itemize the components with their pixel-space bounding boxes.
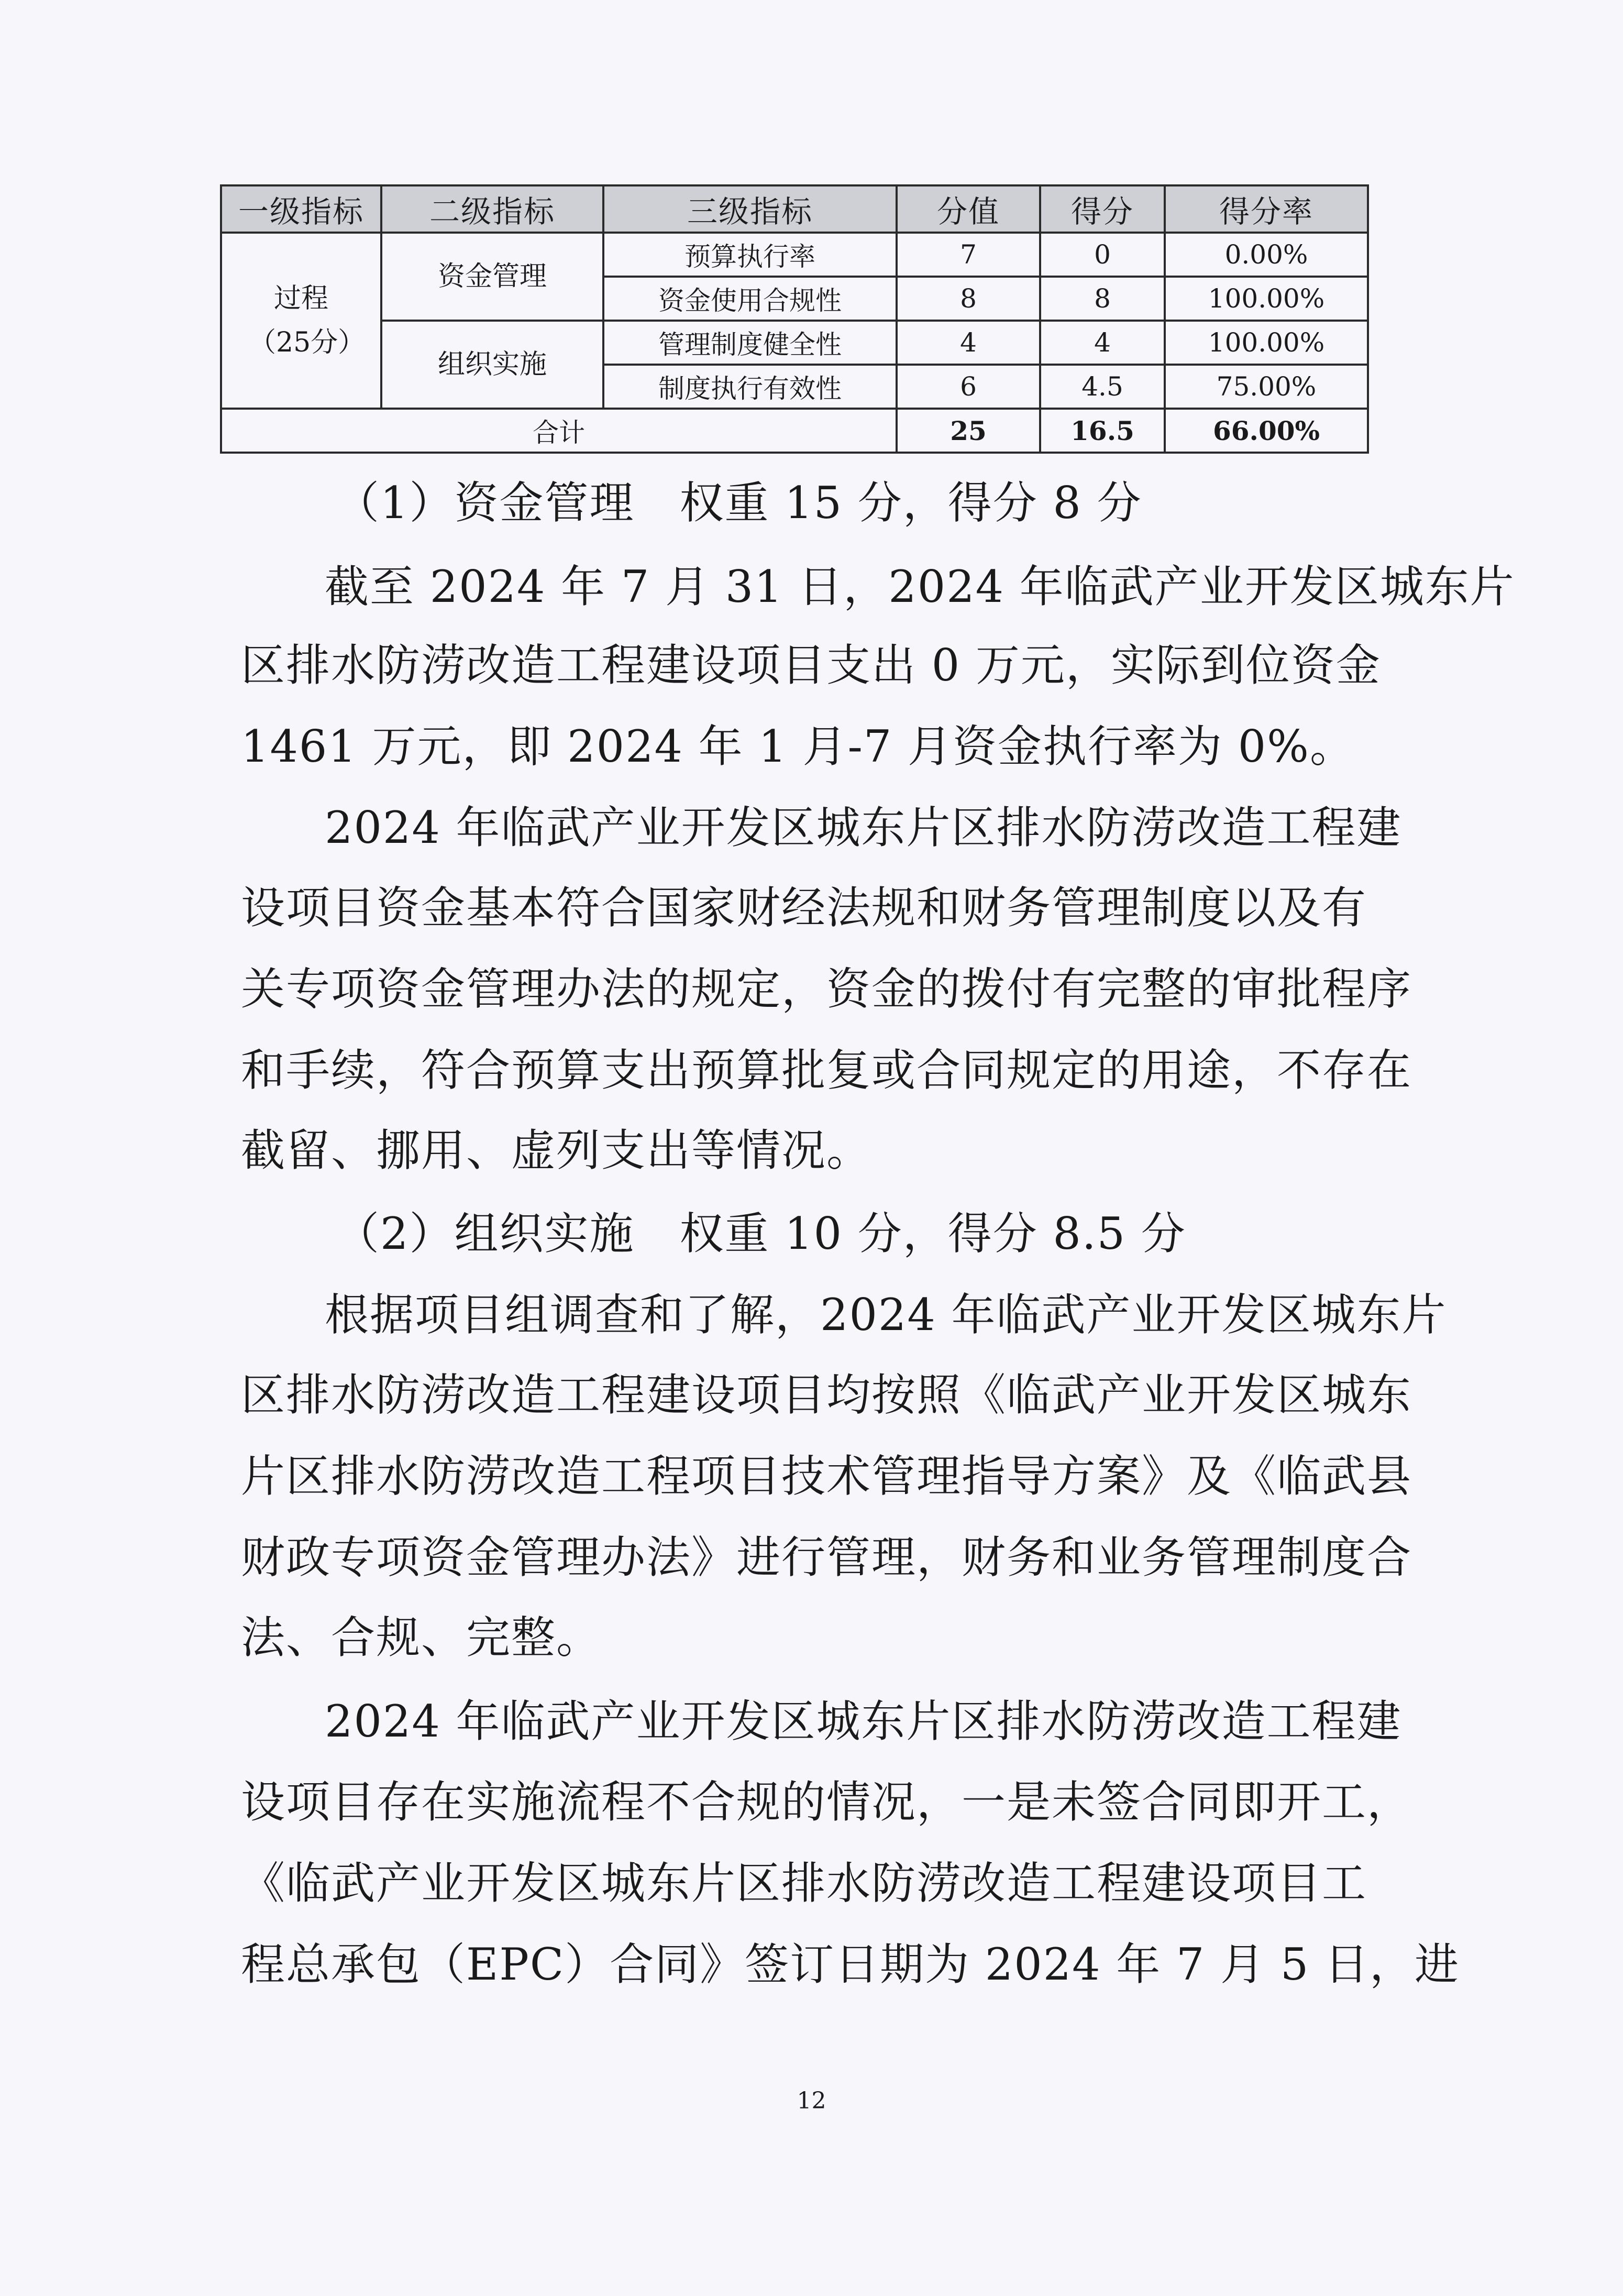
- paragraph-line: 区排水防涝改造工程建设项目均按照《临武产业开发区城东: [241, 1369, 1412, 1421]
- score-value-cell: 6: [897, 365, 1040, 409]
- paragraph-line: 2024 年临武产业开发区城东片区排水防涝改造工程建: [325, 802, 1402, 853]
- table-row: [221, 233, 1368, 277]
- score-cell: 0: [1040, 233, 1165, 277]
- level3-cell: 资金使用合规性: [603, 277, 897, 321]
- paragraph-line: 片区排水防涝改造工程项目技术管理指导方案》及《临武县: [241, 1451, 1412, 1502]
- paragraph-line: 根据项目组调查和了解，2024 年临武产业开发区城东片: [325, 1289, 1447, 1341]
- score-table: [220, 184, 1369, 454]
- section-heading-org-implementation: （2）组织实施 权重 10 分，得分 8.5 分: [335, 1208, 1186, 1259]
- rate-cell: 100.00%: [1165, 277, 1368, 321]
- level2-cell: 组织实施: [381, 321, 603, 409]
- header-level3: 三级指标: [603, 185, 897, 233]
- rate-cell: 100.00%: [1165, 321, 1368, 365]
- score-cell: 4: [1040, 321, 1165, 365]
- rate-cell: 75.00%: [1165, 365, 1368, 409]
- total-label-cell: 合计: [221, 409, 897, 453]
- paragraph-line: 设项目资金基本符合国家财经法规和财务管理制度以及有: [241, 882, 1367, 933]
- header-score: 得分: [1040, 185, 1165, 233]
- section-heading-fund-management: （1）资金管理 权重 15 分，得分 8 分: [335, 477, 1142, 529]
- paragraph-line: 设项目存在实施流程不合规的情况，一是未签合同即开工，: [241, 1776, 1412, 1828]
- level1-label: 过程（25分）: [249, 283, 366, 358]
- header-level2: 二级指标: [381, 185, 603, 233]
- score-value-cell: 7: [897, 233, 1040, 277]
- paragraph-line: 1461 万元，即 2024 年 1 月-7 月资金执行率为 0%。: [241, 721, 1355, 772]
- header-score-value: 分值: [897, 185, 1040, 233]
- paragraph-line: 程总承包（EPC）合同》签订日期为 2024 年 7 月 5 日，进: [241, 1939, 1460, 1990]
- page-number: 12: [797, 2088, 826, 2114]
- table-row: [221, 321, 1368, 365]
- paragraph-line: 《临武产业开发区城东片区排水防涝改造工程建设项目工: [241, 1858, 1367, 1909]
- header-level1: 一级指标: [221, 185, 381, 233]
- total-rate-cell: 66.00%: [1165, 409, 1368, 453]
- level3-cell: 预算执行率: [603, 233, 897, 277]
- paragraph-line: 2024 年临武产业开发区城东片区排水防涝改造工程建: [325, 1696, 1402, 1747]
- score-value-cell: 8: [897, 277, 1040, 321]
- table-header-row: [221, 185, 1368, 233]
- level3-cell: 管理制度健全性: [603, 321, 897, 365]
- rate-cell: 0.00%: [1165, 233, 1368, 277]
- level2-cell: 资金管理: [381, 233, 603, 321]
- level3-cell: 制度执行有效性: [603, 365, 897, 409]
- paragraph-line: 截至 2024 年 7 月 31 日，2024 年临武产业开发区城东片: [325, 561, 1515, 612]
- total-row: [221, 409, 1368, 453]
- paragraph-line: 关专项资金管理办法的规定，资金的拨付有完整的审批程序: [241, 963, 1412, 1015]
- paragraph-line: 区排水防涝改造工程建设项目支出 0 万元，实际到位资金: [241, 640, 1381, 691]
- score-value-cell: 4: [897, 321, 1040, 365]
- level1-cell: [221, 233, 381, 409]
- score-cell: 8: [1040, 277, 1165, 321]
- paragraph-line: 法、合规、完整。: [241, 1612, 602, 1663]
- score-cell: 4.5: [1040, 365, 1165, 409]
- total-score-value-cell: 25: [897, 409, 1040, 453]
- header-rate: 得分率: [1165, 185, 1368, 233]
- paragraph-line: 财政专项资金管理办法》进行管理，财务和业务管理制度合: [241, 1532, 1412, 1583]
- paragraph-line: 截留、挪用、虚列支出等情况。: [241, 1125, 872, 1176]
- paragraph-line: 和手续，符合预算支出预算批复或合同规定的用途，不存在: [241, 1045, 1412, 1096]
- total-score-cell: 16.5: [1040, 409, 1165, 453]
